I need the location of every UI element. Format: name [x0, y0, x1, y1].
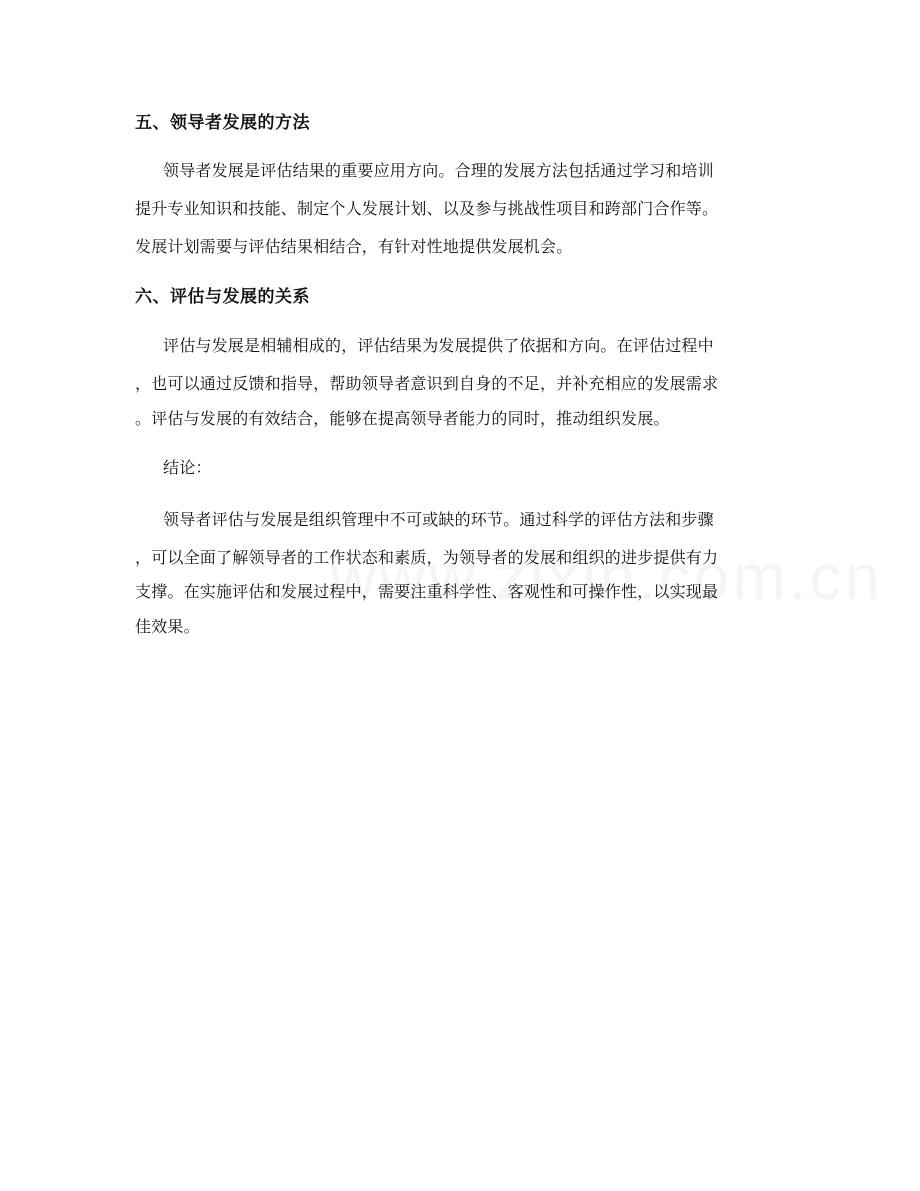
paragraph-line: 领导者评估与发展是组织管理中不可或缺的环节。通过科学的评估方法和步骤: [163, 510, 714, 529]
section-heading-6: 六、评估与发展的关系: [135, 287, 310, 307]
paragraph-line: 。评估与发展的有效结合，能够在提高领导者能力的同时，推动组织发展。: [135, 409, 670, 428]
paragraph-line: 评估与发展是相辅相成的，评估结果为发展提供了依据和方向。在评估过程中: [163, 336, 714, 355]
paragraph-line: ，也可以通过反馈和指导，帮助领导者意识到自身的不足，并补充相应的发展需求: [135, 374, 719, 393]
section-heading-5: 五、领导者发展的方法: [135, 113, 310, 133]
paragraph-line: 提升专业知识和技能、制定个人发展计划、以及参与挑战性项目和跨部门合作等。: [135, 199, 719, 218]
paragraph-line: 发展计划需要与评估结果相结合，有针对性地提供发展机会。: [135, 237, 573, 256]
paragraph-line: 支撑。在实施评估和发展过程中，需要注重科学性、客观性和可操作性，以实现最: [135, 582, 719, 601]
paragraph-line: ，可以全面了解领导者的工作状态和素质，为领导者的发展和组织的进步提供有力: [135, 548, 719, 567]
paragraph-line: 佳效果。: [135, 617, 200, 636]
conclusion-label: 结论：: [163, 458, 212, 477]
paragraph-line: 领导者发展是评估结果的重要应用方向。合理的发展方法包括通过学习和培训: [163, 161, 714, 180]
